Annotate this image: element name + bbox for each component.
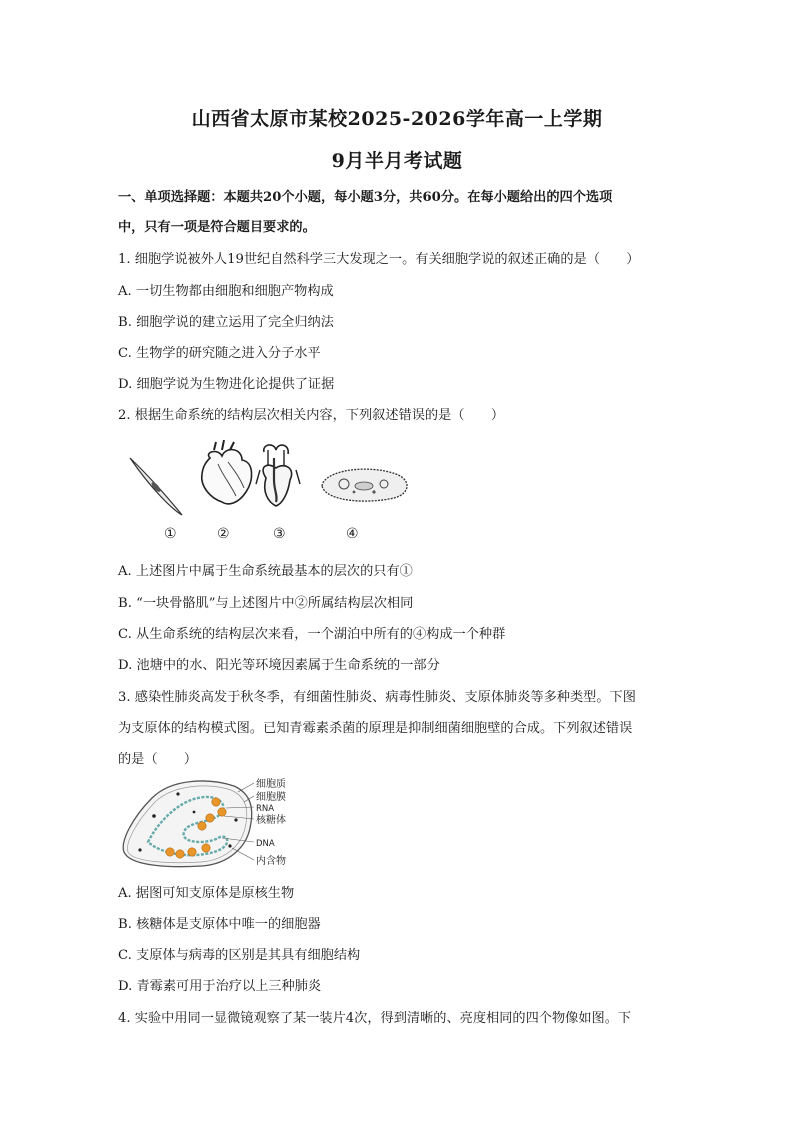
exam-title-line2: 9月半月考试题 bbox=[331, 150, 463, 172]
q2-figure-label-2: ② bbox=[217, 526, 230, 542]
cell-membrane-outline bbox=[123, 781, 251, 867]
label-cell-membrane: 细胞膜 bbox=[256, 792, 286, 803]
q2-figure-label-1: ① bbox=[164, 526, 177, 542]
q2-option-b: B. “一块骨骼肌”与上述图片中②所属结构层次相同 bbox=[118, 596, 414, 611]
q1-option-a: A. 一切生物都由细胞和细胞产物构成 bbox=[118, 284, 334, 299]
q1-option-c: C. 生物学的研究随之进入分子水平 bbox=[118, 346, 321, 361]
q3-option-c: C. 支原体与病毒的区别是其具有细胞结构 bbox=[118, 948, 361, 963]
mycoplasma-diagram bbox=[118, 772, 308, 872]
q3-option-d: D. 青霉素可用于治疗以上三种肺炎 bbox=[118, 979, 322, 994]
muscle-cell-image bbox=[130, 458, 182, 515]
q1-option-d: D. 细胞学说为生物进化论提供了证据 bbox=[118, 377, 335, 392]
circulatory-system-image bbox=[256, 445, 300, 506]
q2-option-a: A. 上述图片中属于生命系统最基本的层次的只有① bbox=[118, 564, 413, 579]
q2-option-c: C. 从生命系统的结构层次来看，一个湖泊中所有的④构成一个种群 bbox=[118, 627, 506, 642]
q2-stem: 2. 根据生命系统的结构层次相关内容，下列叙述错误的是（ ） bbox=[118, 408, 505, 423]
q1-option-b: B. 细胞学说的建立运用了完全归纳法 bbox=[118, 315, 334, 330]
q3-stem-line2: 为支原体的结构模式图。已知青霉素杀菌的原理是抑制细菌细胞壁的合成。下列叙述错误 bbox=[118, 721, 633, 736]
q4-stem: 4. 实验中用同一显微镜观察了某一装片4次，得到清晰的、亮度相同的四个物像如图。下 bbox=[118, 1011, 632, 1026]
q3-option-a: A. 据图可知支原体是原核生物 bbox=[118, 886, 295, 901]
section-heading-line1: 一、单项选择题：本题共20个小题，每小题3分，共60分。在每小题给出的四个选项 bbox=[118, 190, 613, 205]
q3-stem-line3: 的是（ ） bbox=[118, 752, 198, 767]
label-inclusions: 内含物 bbox=[256, 856, 286, 867]
label-cytoplasm: 细胞质 bbox=[256, 779, 286, 790]
exam-title-line1: 山西省太原市某校2025-2026学年高一上学期 bbox=[191, 108, 603, 130]
q1-stem: 1. 细胞学说被外人19世纪自然科学三大发现之一。有关细胞学说的叙述正确的是（ ） bbox=[118, 252, 640, 267]
q2-figure bbox=[118, 440, 418, 550]
paramecium-image bbox=[322, 469, 407, 501]
q2-figure-label-3: ③ bbox=[273, 526, 286, 542]
q2-option-d: D. 池塘中的水、阳光等环境因素属于生命系统的一部分 bbox=[118, 658, 440, 673]
q3-stem-line1: 3. 感染性肺炎高发于秋冬季，有细菌性肺炎、病毒性肺炎、支原体肺炎等多种类型。下图 bbox=[118, 690, 636, 705]
q2-figure-label-4: ④ bbox=[346, 526, 359, 542]
label-rna: RNA bbox=[256, 804, 275, 814]
heart-image bbox=[202, 440, 252, 504]
label-ribosome: 核糖体 bbox=[256, 815, 286, 826]
section-heading-line2: 中，只有一项是符合题目要求的。 bbox=[118, 220, 316, 235]
q3-option-b: B. 核糖体是支原体中唯一的细胞器 bbox=[118, 917, 321, 932]
label-dna: DNA bbox=[256, 839, 275, 849]
